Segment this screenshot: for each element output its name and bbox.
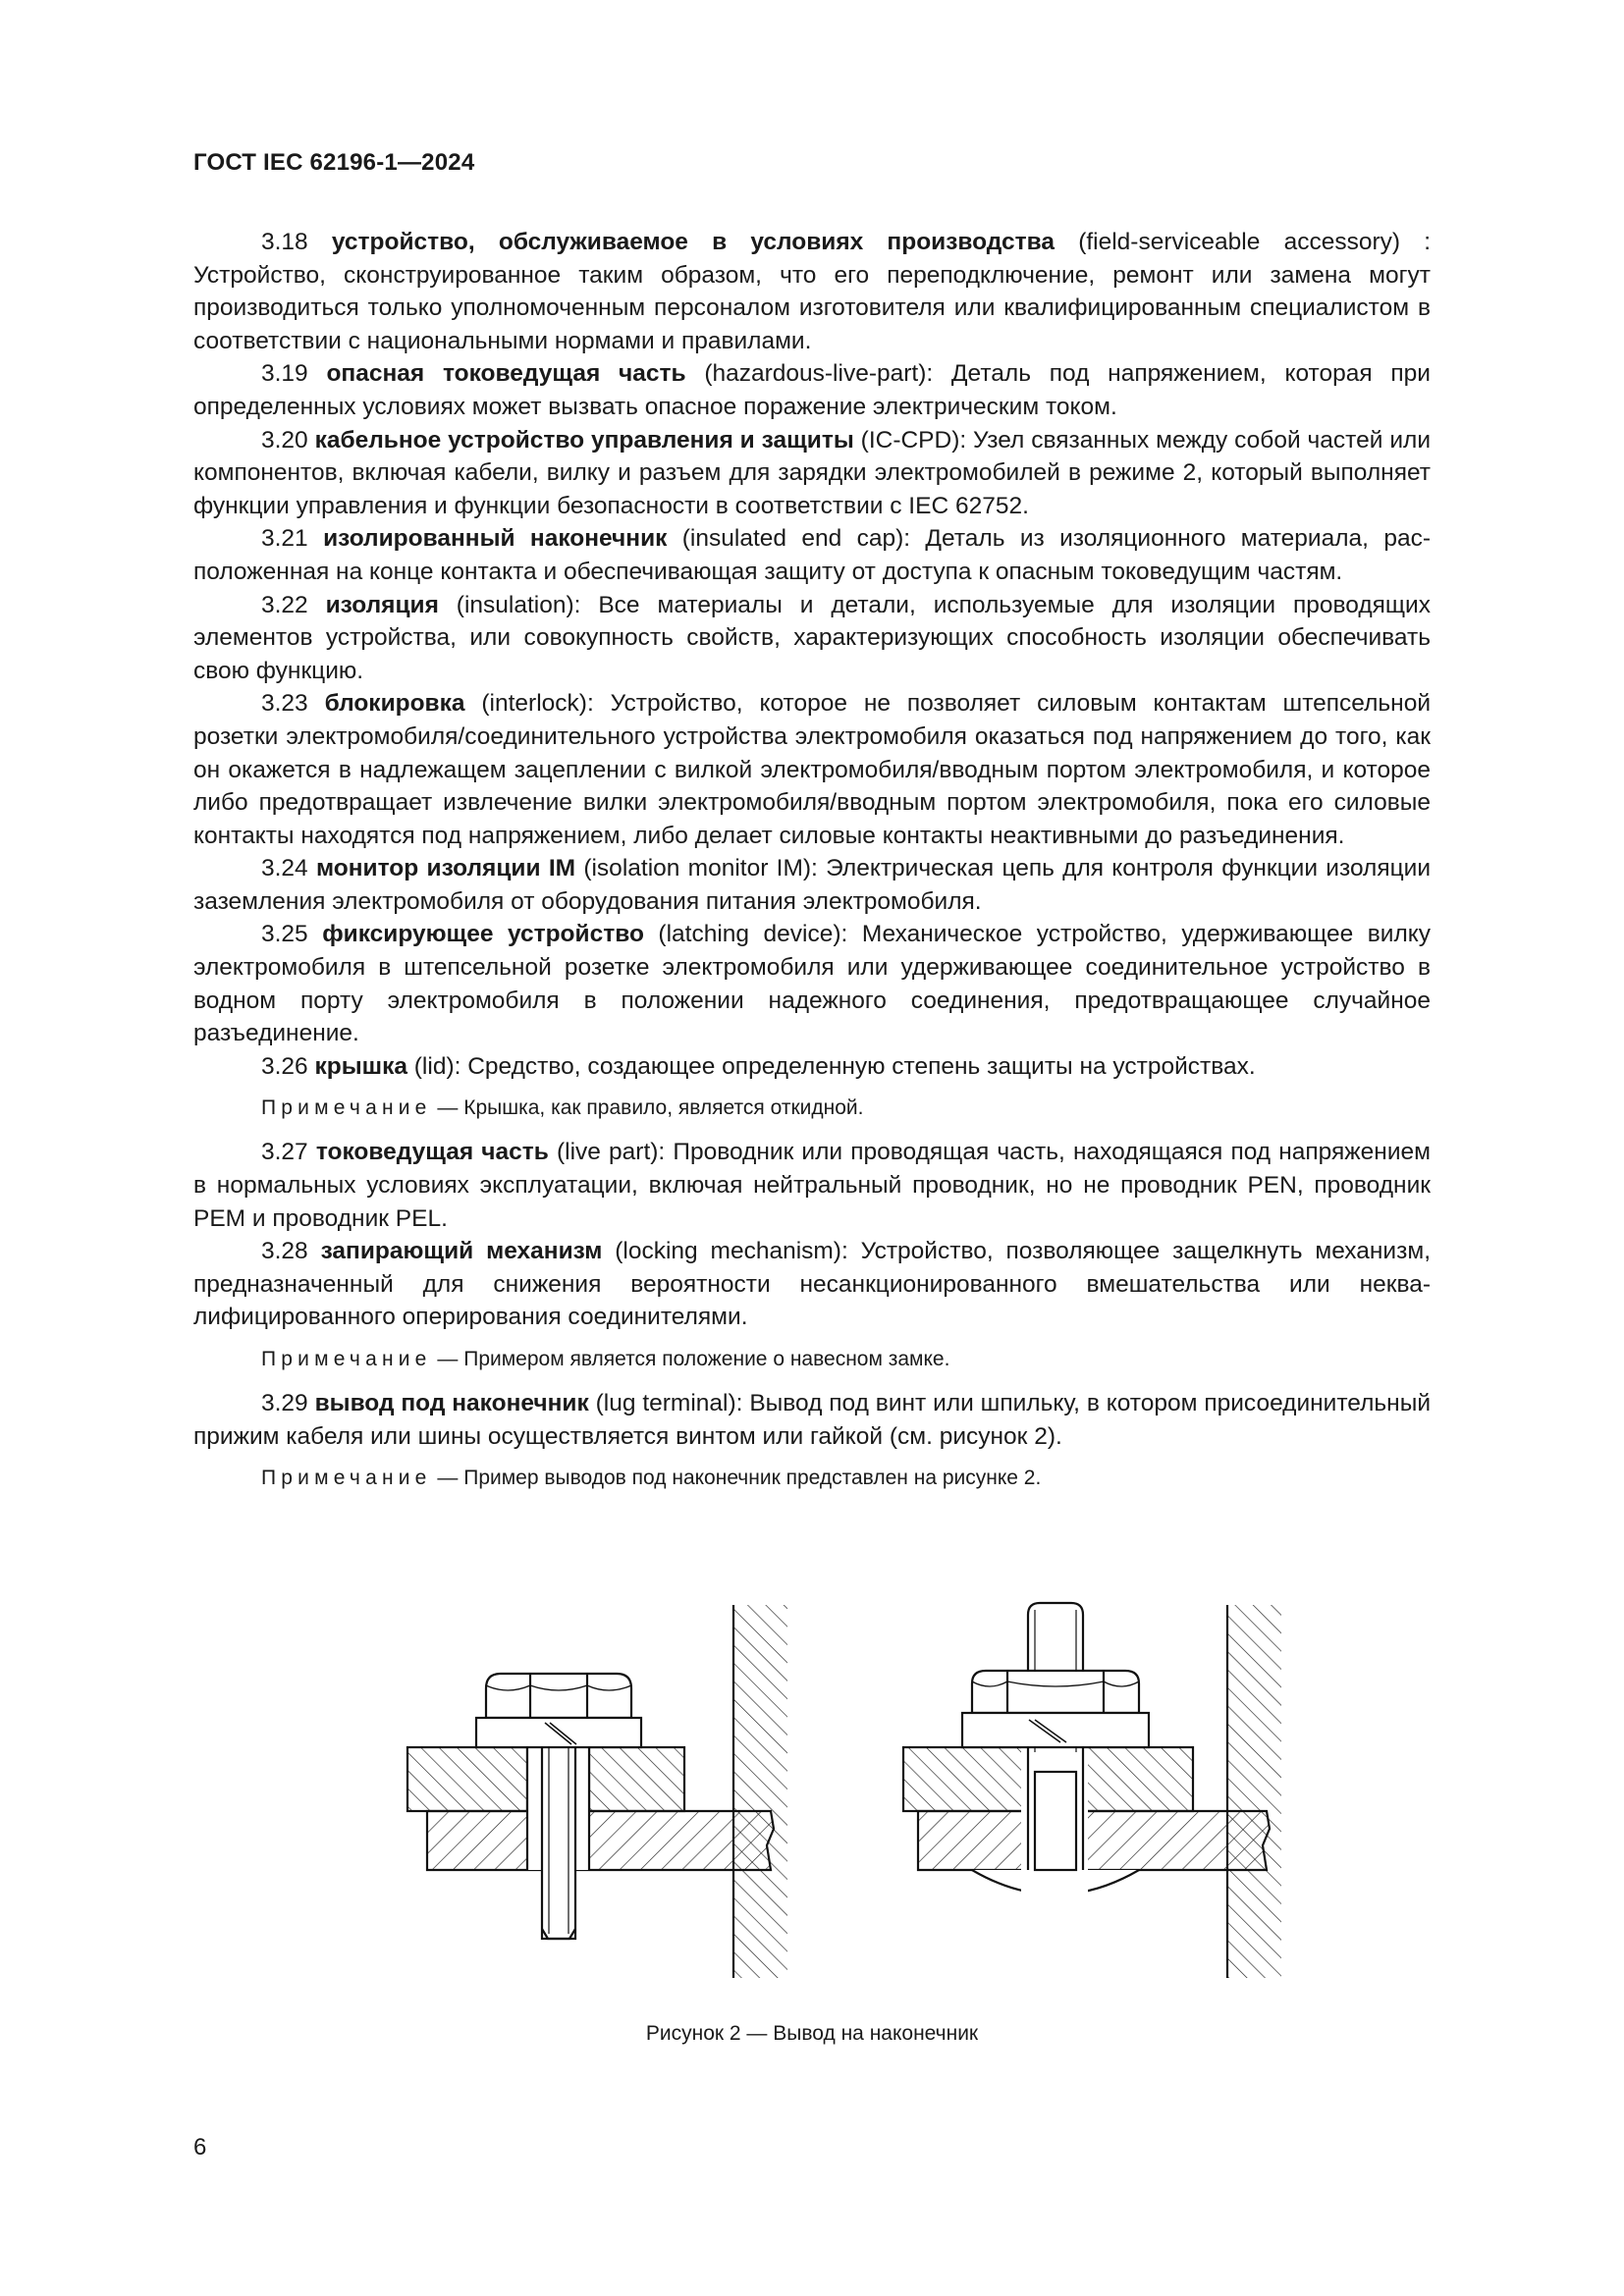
term: вывод под наконечник (314, 1390, 589, 1416)
lug-plate-left-b (589, 1747, 684, 1811)
term: крышка (314, 1052, 407, 1080)
clause-number: 3.21 (261, 525, 308, 553)
wall-right (1227, 1605, 1281, 1978)
term: опасная токоведущая часть (326, 360, 686, 388)
definition-3-24 (193, 852, 1431, 918)
bolt-terminal-drawing (407, 1605, 787, 1978)
wall-left (733, 1605, 787, 1978)
term: запирающий механизм (320, 1238, 603, 1265)
bolt-shank (542, 1733, 575, 1939)
definition-3-28 (193, 1235, 1431, 1334)
note (261, 1094, 1431, 1123)
note-label: Примечание (261, 1467, 432, 1490)
definition-text: (live part): Проводник или проводящая часть, находящаяся под напряжением в нормальных условиях эксплуатации, включая нейтральный проводник, но не проводник PEN, проводник PEM и проводник PEL. (193, 1139, 1431, 1232)
definition-3-23 (193, 687, 1431, 852)
term: блокировка (324, 690, 465, 718)
term: монитор изоляции IM (315, 855, 576, 882)
definition-text: (lid): Средство, создающее определенную степень защиты на устройствах. (406, 1052, 1256, 1080)
definition-text: (interlock): Устройство, которое не позволяет силовым контактам штепсельной розетки электромобиля/соединительного устройства электромобиля оказаться под напряжением до того, как он окажется в надлежащем зацеплении с вилкой электромобиля/вводным портом электромобиля, и которое либо предотвращает извлечение вилки электромобиля/вводным портом электромобиля, пока его силовые контакты находятся под напряжением, либо делает силовые контакты неактивными до разъединения. (193, 690, 1432, 849)
definition-text: (insulated end cap): Деталь из изоляционного материала, расположенная на конце контакта и обеспечивающая защиту от доступа к опасным токоведущим частям. (193, 525, 1432, 585)
term: фиксирующее устройство (322, 921, 644, 948)
note (261, 1464, 1431, 1493)
clause-number: 3.24 (261, 855, 308, 882)
washer-left (476, 1718, 641, 1747)
figure-lug-terminal (393, 1575, 1316, 1998)
washer-right (962, 1713, 1149, 1747)
note-text: — Пример выводов под наконечник представлен на рисунке 2. (431, 1467, 1042, 1490)
clause-number: 3.29 (261, 1390, 308, 1416)
definition-text: (lug terminal): Вывод под винт или шпильку, в котором присоединительный прижим кабеля или шины осуществляется винтом или гайкой (см. рисунок 2). (193, 1390, 1431, 1450)
lug-plate-right-b (1085, 1747, 1193, 1811)
lug-plate-right-a (903, 1747, 1025, 1811)
definition-text: (latching device): Механическое устройство, удерживающее вилку электромобиля в штепсельной розетке электромобиля или удерживающее соединительное устройство в водном порту электромобиля в положении надежного соединения, предотвращающее случайное разъединение. (193, 921, 1432, 1047)
clause-number: 3.25 (261, 921, 308, 948)
lug-plate-left-a (407, 1747, 527, 1811)
definition-text: (isolation monitor IM): Электрическая цепь для контроля функции изоляции заземления электромобиля от оборудования питания электромобиля. (193, 855, 1432, 915)
clause-number: 3.23 (261, 690, 308, 718)
bus-bar-right (918, 1811, 1270, 1870)
definition-text: (IC-CPD): Узел связанных между собой частей или компонентов, включая кабели, вилку и разъем для зарядки электромобилей в режиме 2, который выполняет функции управления и функции безопасности в соответствии с IEC 62752. (193, 426, 1432, 519)
definition-3-22 (193, 589, 1431, 688)
figure-caption: Рисунок 2 — Вывод на наконечник (645, 2022, 979, 2045)
clause-number: 3.28 (261, 1238, 308, 1265)
definition-3-26 (193, 1050, 1431, 1084)
term: токоведущая часть (315, 1139, 549, 1166)
definition-text: (hazardous-live-part): Деталь под напряжением, которая при определенных условиях может вызвать опасное поражение электрическим током. (193, 360, 1431, 420)
bolt-head (486, 1674, 631, 1718)
clause-number: 3.26 (261, 1052, 308, 1080)
note-text: — Крышка, как правило, является откидной. (431, 1096, 864, 1120)
bus-bar-left (427, 1811, 774, 1870)
definition-text: (insulation): Все материалы и детали, используемые для изоляции проводящих элементов устройства, или совокупность свойств, характеризующих способность изоляции обеспечивать свою функцию. (193, 591, 1431, 684)
definition-3-27 (193, 1136, 1431, 1235)
definition-text: (field-serviceable accessory) : Устройство, сконструированное таким образом, что его переподключение, ремонт или замена могут производиться только уполномоченным персоналом изготовителя или квалифицированным специалистом в соответствии с национальными нормами и правилами. (193, 229, 1432, 354)
clause-number: 3.22 (261, 591, 308, 618)
definition-3-25 (193, 918, 1431, 1049)
note-label: Примечание (261, 1096, 432, 1120)
page-number: 6 (193, 2134, 207, 2161)
nut (972, 1671, 1139, 1713)
term: изоляция (325, 591, 439, 618)
term: устройство, обслуживаемое в условиях производства (331, 229, 1055, 255)
definition-3-21 (193, 522, 1431, 588)
clause-number: 3.20 (261, 426, 308, 454)
note-label: Примечание (261, 1348, 432, 1370)
stud-terminal-drawing (903, 1603, 1281, 1978)
definition-3-20 (193, 424, 1431, 523)
note (261, 1345, 1431, 1374)
term: кабельное устройство управления и защиты (314, 426, 854, 454)
definition-3-29 (193, 1387, 1431, 1453)
clause-number: 3.18 (261, 229, 308, 255)
clause-number: 3.27 (261, 1139, 308, 1166)
term: изолированный наконечник (323, 525, 668, 553)
document-id-header: ГОСТ IEC 62196-1—2024 (193, 149, 475, 176)
definitions-list (193, 226, 1431, 1506)
definition-text: (locking mechanism): Устройство, позволяющее защелкнуть механизм, предназначенный для снижения вероятности несанкционированного вмешательства или неквалифицированного оперирования соединителями. (193, 1238, 1431, 1331)
clause-number: 3.19 (261, 360, 308, 388)
definition-3-18 (193, 226, 1431, 357)
note-text: — Примером является положение о навесном замке. (431, 1348, 950, 1370)
definition-3-19 (193, 357, 1431, 423)
